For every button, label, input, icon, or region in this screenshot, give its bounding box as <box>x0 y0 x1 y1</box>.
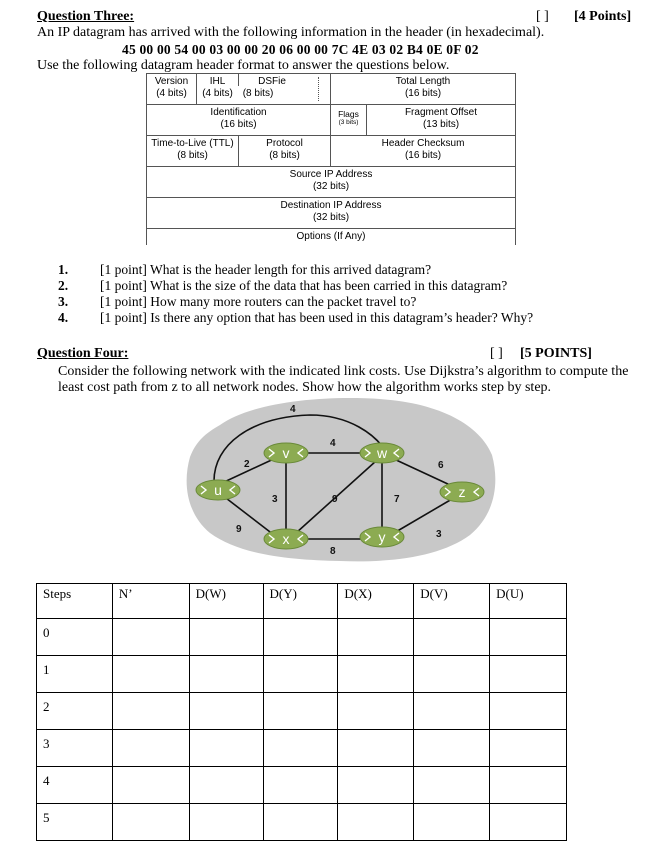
destination-ip-label: Destination IP Address <box>280 200 382 211</box>
field-source-ip <box>147 169 515 193</box>
q4-instructions-line1: Consider the following network with the indicated link costs. Use Dijkstra’s algorithm to compute the <box>58 364 629 379</box>
router-v <box>264 443 308 463</box>
field-identification <box>147 107 330 131</box>
router-u <box>196 480 240 500</box>
cell-d-w[interactable] <box>189 619 263 656</box>
step-number: 1 <box>37 656 113 693</box>
q3-score-brackets: [ ] <box>536 9 549 24</box>
step-number: 3 <box>37 730 113 767</box>
field-options <box>147 231 515 243</box>
destination-ip-bits: (32 bits) <box>312 212 350 223</box>
q3-question-number: 4. <box>58 310 69 325</box>
router-y <box>360 527 404 547</box>
cell-d-v[interactable] <box>414 804 490 841</box>
router-z <box>440 482 484 502</box>
edge-cost-y-z: 3 <box>436 529 442 540</box>
step-number: 2 <box>37 693 113 730</box>
dsfield-ecn-mark <box>318 77 320 101</box>
edge-cost-w-z: 6 <box>438 460 444 471</box>
step-number: 5 <box>37 804 113 841</box>
col-d-w: D(W) <box>189 584 263 619</box>
edge-cost-u-x: 9 <box>236 524 242 535</box>
q3-question-text: [1 point] What is the header length for this arrived datagram? <box>100 262 432 277</box>
fragment-offset-bits: (13 bits) <box>422 119 460 130</box>
cell-n-prime[interactable] <box>112 804 189 841</box>
router-label: v <box>282 445 290 461</box>
field-destination-ip <box>147 200 515 224</box>
cell-d-w[interactable] <box>189 730 263 767</box>
cell-d-w[interactable] <box>189 767 263 804</box>
ihl-bits: (4 bits) <box>202 88 233 99</box>
cell-n-prime[interactable] <box>112 656 189 693</box>
col-d-v: D(V) <box>414 584 490 619</box>
cell-d-y[interactable] <box>263 619 338 656</box>
cell-d-x[interactable] <box>338 619 414 656</box>
cell-d-v[interactable] <box>414 693 490 730</box>
cell-d-v[interactable] <box>414 619 490 656</box>
fragment-offset-label: Fragment Offset <box>404 107 478 118</box>
field-header-checksum <box>331 138 515 162</box>
q3-hex-dump: 45 00 00 54 00 03 00 00 20 06 00 00 7C 4E 03 02 B4 0E 0F 02 <box>122 42 479 57</box>
q3-intro: An IP datagram has arrived with the following information in the header (in hexadecimal). <box>37 25 545 40</box>
total-length-label: Total Length <box>395 76 451 87</box>
q4-score-brackets: [ ] <box>490 346 503 361</box>
cell-d-v[interactable] <box>414 767 490 804</box>
q3-question-text: [1 point] What is the size of the data that has been carried in this datagram? <box>100 278 508 293</box>
network-graph <box>180 395 500 565</box>
table-header-row <box>37 584 567 619</box>
field-fragment-offset <box>367 107 515 131</box>
cell-d-x[interactable] <box>338 730 414 767</box>
router-x <box>264 529 308 549</box>
version-label: Version <box>154 76 189 87</box>
flags-bits: (3 bits) <box>338 119 359 126</box>
network-cloud <box>187 398 496 561</box>
cell-d-y[interactable] <box>263 767 338 804</box>
q3-question-number: 3. <box>58 294 69 309</box>
cell-d-x[interactable] <box>338 656 414 693</box>
edge-cost-u-w: 4 <box>290 404 296 415</box>
field-protocol <box>239 138 330 162</box>
identification-bits: (16 bits) <box>220 119 257 130</box>
q3-question-number: 1. <box>58 262 69 277</box>
cell-d-u[interactable] <box>490 804 567 841</box>
table-row <box>37 804 567 841</box>
cell-d-x[interactable] <box>338 693 414 730</box>
table-row <box>37 730 567 767</box>
router-label: x <box>282 531 290 547</box>
cell-d-w[interactable] <box>189 656 263 693</box>
edge-cost-u-v: 2 <box>244 459 250 470</box>
ttl-label: Time-to-Live (TTL) <box>151 138 234 149</box>
col-d-y: D(Y) <box>263 584 338 619</box>
table-row <box>37 619 567 656</box>
cell-d-v[interactable] <box>414 656 490 693</box>
dsfield-label: DSFie <box>258 76 286 87</box>
cell-n-prime[interactable] <box>112 693 189 730</box>
cell-d-u[interactable] <box>490 656 567 693</box>
protocol-label: Protocol <box>266 138 303 149</box>
source-ip-bits: (32 bits) <box>312 181 350 192</box>
dsfield-bits: (8 bits) <box>242 88 274 99</box>
cell-n-prime[interactable] <box>112 619 189 656</box>
q3-question-text: [1 point] How many more routers can the packet travel to? <box>100 294 417 309</box>
cell-d-u[interactable] <box>490 767 567 804</box>
q3-title: Question Three: <box>37 9 135 24</box>
cell-d-v[interactable] <box>414 730 490 767</box>
col-steps: Steps <box>37 584 113 619</box>
q3-points: [4 Points] <box>574 9 632 24</box>
field-ttl <box>147 138 238 162</box>
field-dsfield <box>239 76 305 100</box>
cell-d-x[interactable] <box>338 767 414 804</box>
q4-instructions-line2: least cost path from z to all network nodes. Show how the algorithm works step by step. <box>58 380 552 395</box>
edge-cost-w-y: 7 <box>394 494 400 505</box>
identification-label: Identification <box>210 107 267 118</box>
table-row <box>37 767 567 804</box>
step-number: 4 <box>37 767 113 804</box>
router-w <box>360 443 404 463</box>
q3-use-line: Use the following datagram header format to answer the questions below. <box>37 58 450 73</box>
router-label: y <box>378 529 386 545</box>
q3-question-text: [1 point] Is there any option that has been used in this datagram’s header? Why? <box>100 310 534 325</box>
source-ip-label: Source IP Address <box>289 169 373 180</box>
cell-d-y[interactable] <box>263 730 338 767</box>
cell-n-prime[interactable] <box>112 767 189 804</box>
cell-d-u[interactable] <box>490 730 567 767</box>
cell-d-w[interactable] <box>189 693 263 730</box>
q4-title: Question Four: <box>37 346 129 361</box>
edge-cost-w-x: 9 <box>332 494 338 505</box>
protocol-bits: (8 bits) <box>269 150 300 161</box>
options-label: Options (If Any) <box>296 231 366 242</box>
router-label: z <box>458 484 466 500</box>
header-checksum-label: Header Checksum <box>381 138 465 149</box>
field-total-length <box>331 76 515 100</box>
router-label: u <box>214 482 222 498</box>
edge-cost-v-w: 4 <box>330 438 336 449</box>
q3-question-number: 2. <box>58 278 69 293</box>
flags-label: Flags <box>338 109 359 119</box>
table-row <box>37 656 567 693</box>
col-n-prime: N’ <box>112 584 189 619</box>
q4-points: [5 POINTS] <box>520 346 592 361</box>
edge-cost-x-y: 8 <box>330 546 336 557</box>
router-label: w <box>376 445 388 461</box>
step-number: 0 <box>37 619 113 656</box>
cell-d-y[interactable] <box>263 693 338 730</box>
dijkstra-table <box>36 583 567 841</box>
cell-d-x[interactable] <box>338 804 414 841</box>
version-bits: (4 bits) <box>156 88 187 99</box>
cell-d-y[interactable] <box>263 804 338 841</box>
table-row <box>37 693 567 730</box>
cell-d-y[interactable] <box>263 656 338 693</box>
header-row-6-right <box>515 228 516 245</box>
header-checksum-bits: (16 bits) <box>404 150 442 161</box>
field-flags <box>331 109 366 127</box>
ttl-bits: (8 bits) <box>177 150 208 161</box>
cell-d-u[interactable] <box>490 619 567 656</box>
col-d-u: D(U) <box>490 584 567 619</box>
cell-d-w[interactable] <box>189 804 263 841</box>
cell-d-u[interactable] <box>490 693 567 730</box>
field-version <box>147 76 196 100</box>
edge-cost-v-x: 3 <box>272 494 278 505</box>
col-d-x: D(X) <box>338 584 414 619</box>
cell-n-prime[interactable] <box>112 730 189 767</box>
ihl-label: IHL <box>209 76 226 87</box>
total-length-bits: (16 bits) <box>404 88 442 99</box>
